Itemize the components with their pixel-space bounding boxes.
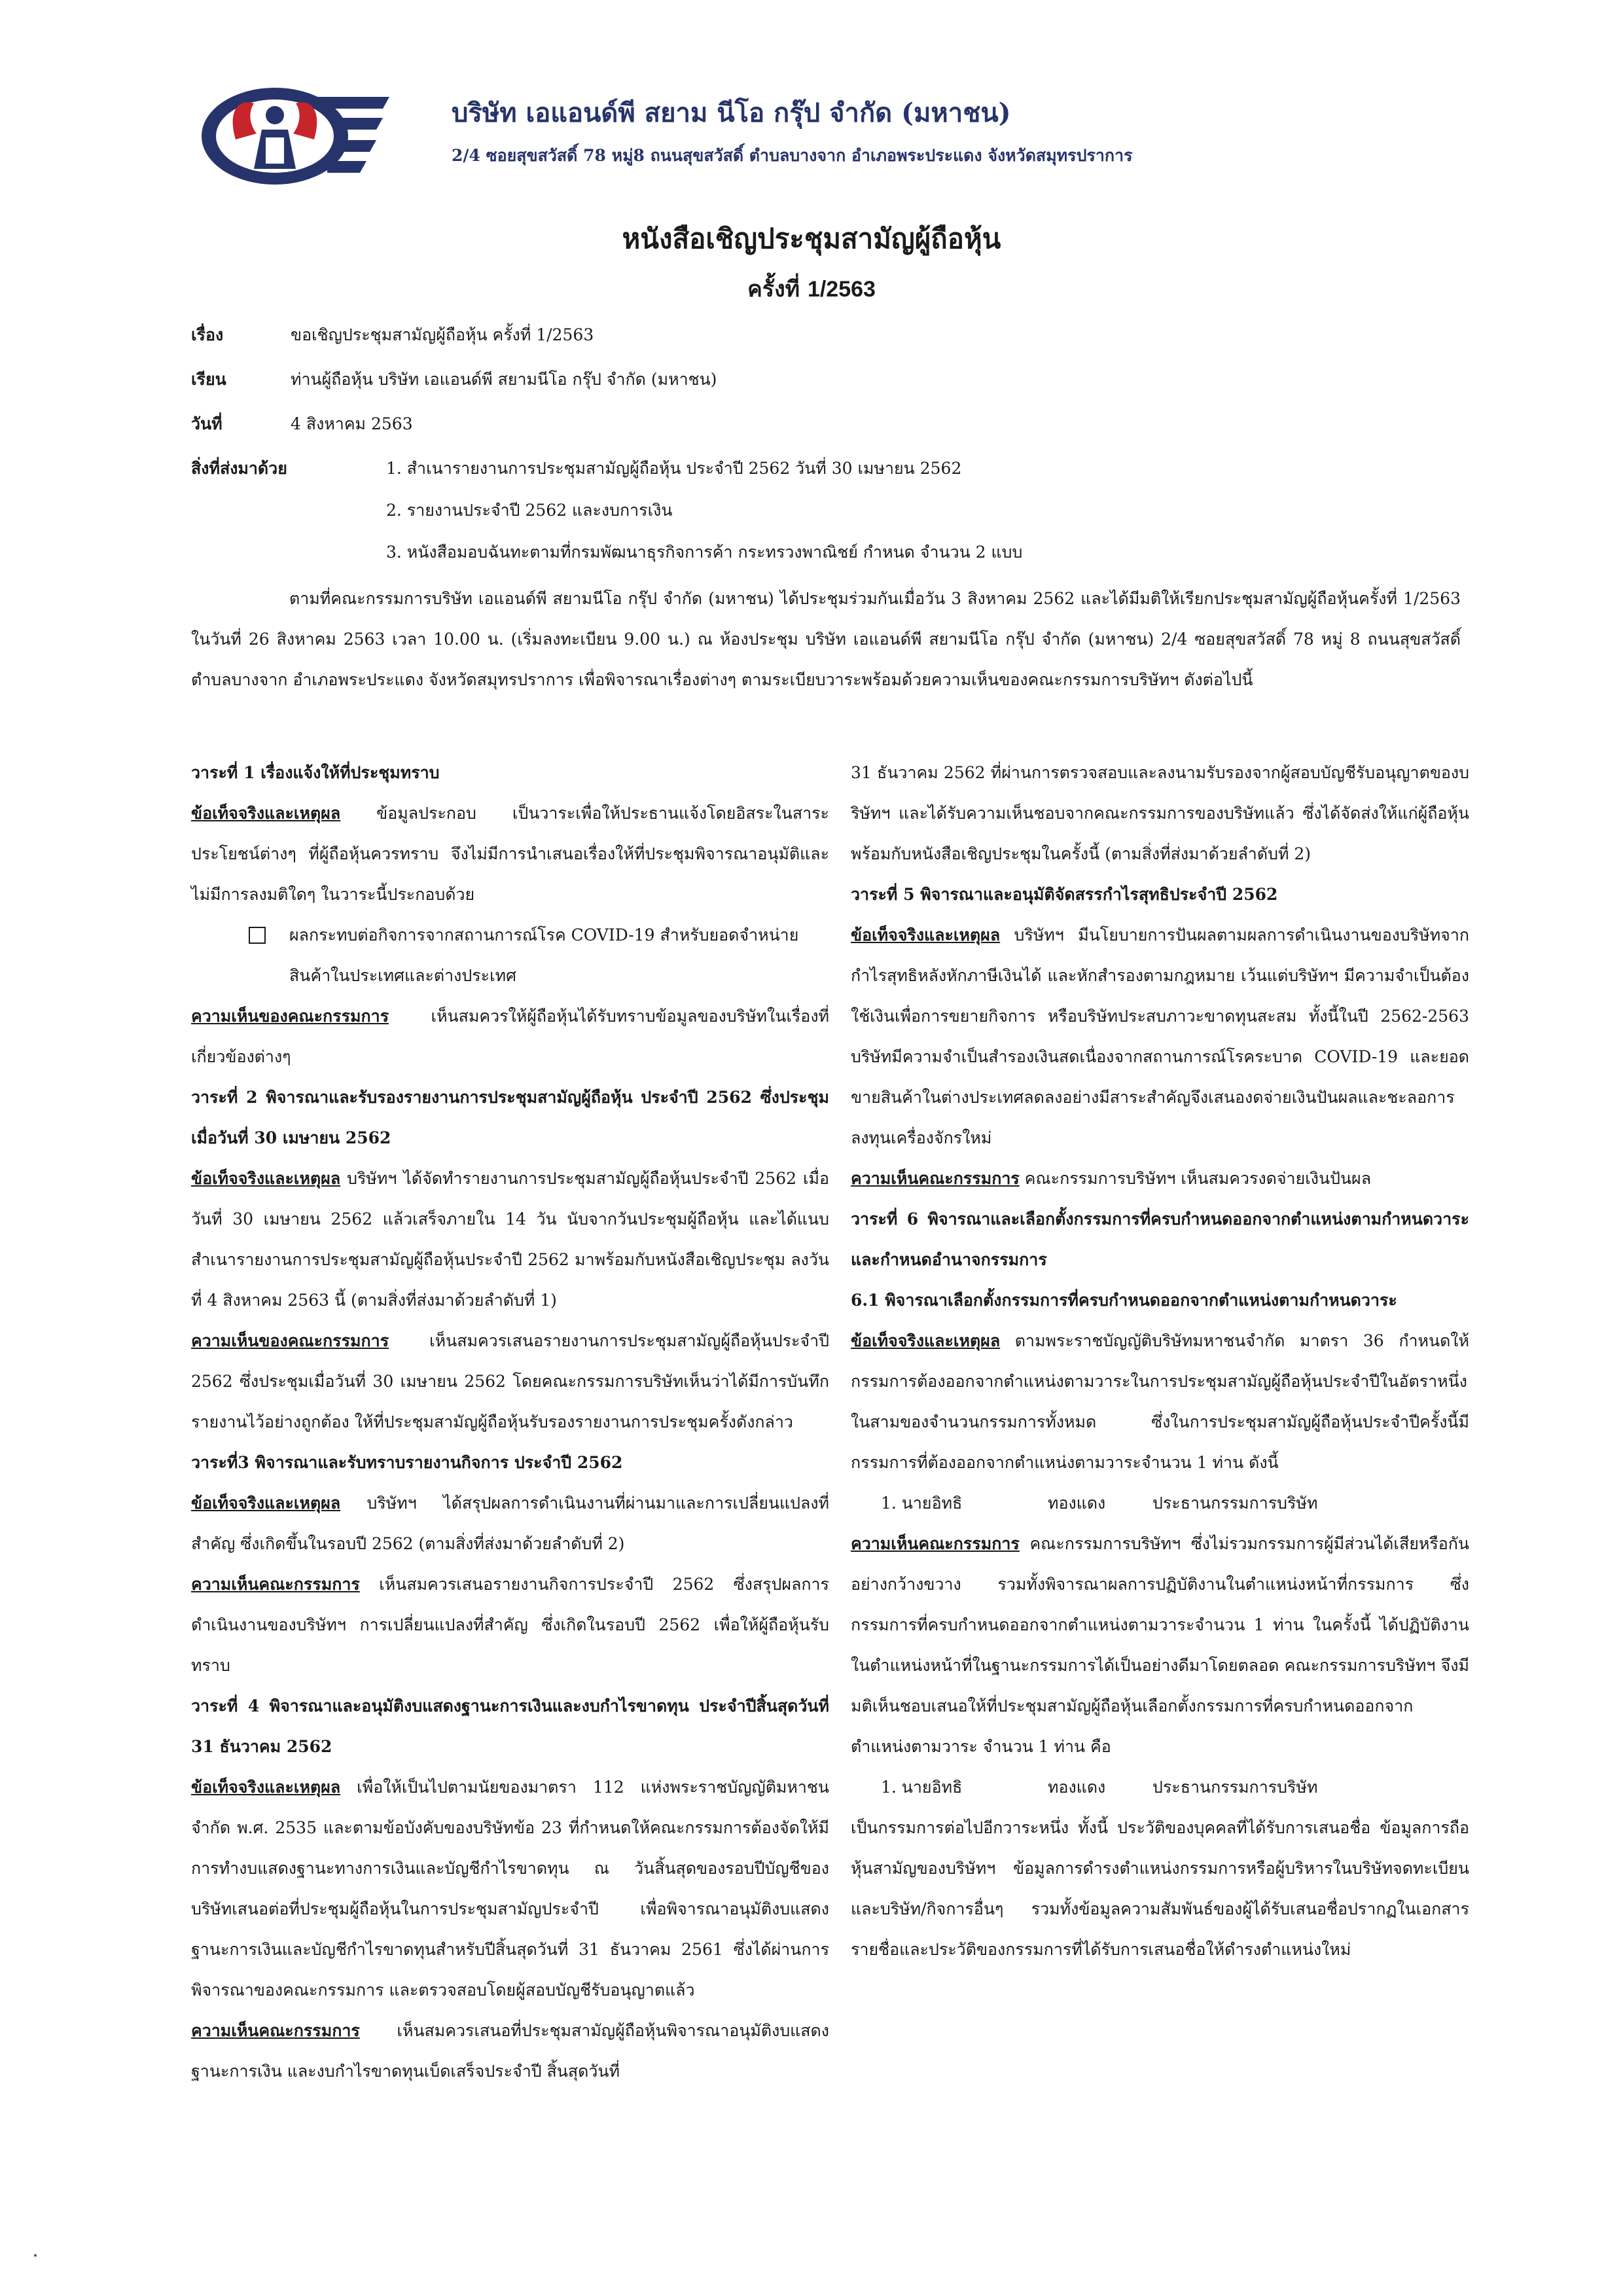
agenda-3-opinion xyxy=(191,1564,829,1686)
scan-mark xyxy=(34,2254,37,2257)
enclosure-item: 2. รายงานประจำปี 2562 และงบการเงิน xyxy=(386,501,673,520)
facts-text: ตามพระราชบัญญัติบริษัทมหาชนจำกัด มาตรา 36 กำหนดให้กรรมการต้องออกจากตำแหน่งตามวาระในการประชุมสามัญผู้ถือหุ้นประจำปีในอัตราหนึ่งในสามของจำนวนกรรมการทั้งหมด ซึ่งในการประชุมสามัญผู้ถือหุ้นประจำปีครั้งนี้มีกรรมการที่ต้องออกจากตำแหน่งตามวาระจำนวน 1 ท่าน ดังนี้ xyxy=(851,1331,1469,1472)
director-entry xyxy=(851,1767,1469,1808)
opinion-text: เห็นสมควรเสนอรายงานการประชุมสามัญผู้ถือหุ้นประจำปี 2562 ซึ่งประชุมเมื่อวันที่ 30 เมษายน 2562 โดยคณะกรรมการบริษัทเห็นว่าได้มีการบันทึกรายงานไว้อย่างถูกต้อง ให้ที่ประชุมสามัญผู้ถือหุ้นรับรองรายงานการประชุมครั้งดังกล่าว xyxy=(191,1331,829,1431)
facts-label: ข้อเท็จจริงและเหตุผล xyxy=(191,1494,341,1513)
opinion-text: คณะกรรมการบริษัทฯ เห็นสมควรงดจ่ายเงินปันผล xyxy=(1019,1169,1372,1188)
left-column xyxy=(191,753,829,2092)
enclosure-item: 3. หนังสือมอบฉันทะตามที่กรมพัฒนาธุรกิจการค้า กระทรวงพาณิชย์ กำหนด จำนวน 2 แบบ xyxy=(386,543,1023,562)
opinion-text: เห็นสมควรเสนอที่ประชุมสามัญผู้ถือหุ้นพิจารณาอนุมัติงบแสดงฐานะการเงิน และงบกำไรขาดทุนเบ็ดเสร็จประจำปี สิ้นสุดวันที่ xyxy=(191,2021,829,2081)
facts-label: ข้อเท็จจริงและเหตุผล xyxy=(191,804,341,823)
director-position: ประธานกรรมการบริษัท xyxy=(1152,1494,1318,1513)
meeting-number: 1/2563 xyxy=(807,277,876,302)
opinion-label: ความเห็นของคณะกรรมการ xyxy=(191,1331,389,1350)
opinion-text: คณะกรรมการบริษัทฯ ซึ่งไม่รวมกรรมการผู้มีส่วนได้เสียหรือกันอย่างกว้างขวาง รวมทั้งพิจารณาผลการปฏิบัติงานในตำแหน่งหน้าที่กรรมการ ซึ่งกรรมการที่ครบกำหนดออกจากตำแหน่งตามวาระจำนวน 1 ท่าน ในครั้งนี้ ได้ปฏิบัติงานในตำแหน่งหน้าที่ในฐานะกรรมการได้เป็นอย่างดีมาโดยตลอด คณะกรรมการบริษัทฯ จึงมีมติเห็นชอบเสนอให้ที่ประชุมสามัญผู้ถือหุ้นเลือกตั้งกรรมการที่ครบกำหนดออกจากตำแหน่งตามวาระ จำนวน 1 ท่าน คือ xyxy=(851,1534,1469,1756)
subject-label: เรื่อง xyxy=(191,325,224,344)
agenda-4-opinion xyxy=(191,2011,829,2092)
director-surname: ทองแดง xyxy=(1048,1778,1106,1797)
right-column xyxy=(851,753,1469,1970)
agenda-1-opinion xyxy=(191,996,829,1077)
director-surname: ทองแดง xyxy=(1048,1494,1106,1513)
recipient-value: ท่านผู้ถือหุ้น บริษัท เอแอนด์พี สยามนีโอ กรุ๊ป จำกัด (มหาชน) xyxy=(291,370,717,389)
agenda-3-title: วาระที่3 พิจารณาและรับทราบรายงานกิจการ ประจำปี 2562 xyxy=(191,1453,623,1472)
agenda-5-facts xyxy=(851,915,1469,1158)
facts-label: ข้อเท็จจริงและเหตุผล xyxy=(191,1778,341,1797)
agenda-4-continued: 31 ธันวาคม 2562 ที่ผ่านการตรวจสอบและลงนามรับรองจากผู้สอบบัญชีรับอนุญาตของบริษัทฯ และได้รับความเห็นชอบจากคณะกรรมการของบริษัทแล้ว ซึ่งได้จัดส่งให้แก่ผู้ถือหุ้นพร้อมกับหนังสือเชิญประชุมในครั้งนี้ (ตามสิ่งที่ส่งมาด้วยลำดับที่ 2) xyxy=(851,763,1469,863)
agenda-1-bullet xyxy=(191,915,829,996)
facts-text: เพื่อให้เป็นไปตามนัยของมาตรา 112 แห่งพระราชบัญญัติมหาชนจำกัด พ.ศ. 2535 และตามข้อบังคับของบริษัทข้อ 23 ที่กำหนดให้คณะกรรมการต้องจัดให้มีการทำงบแสดงฐานะทางการเงินและบัญชีกำไรขาดทุน ณ วันสิ้นสุดของรอบปีบัญชีของบริษัทเสนอต่อที่ประชุมผู้ถือหุ้นในการประชุมสามัญประจำปี เพื่อพิจารณาอนุมัติงบแสดงฐานะการเงินและบัญชีกำไรขาดทุนสำหรับปีสิ้นสุดวันที่ 31 ธันวาคม 2561 ซึ่งได้ผ่านการพิจารณาของคณะกรรมการ และตรวจสอบโดยผู้สอบบัญชีรับอนุญาตแล้ว xyxy=(191,1778,829,2000)
agenda-1-title: วาระที่ 1 เรื่องแจ้งให้ที่ประชุมทราบ xyxy=(191,763,440,782)
opinion-label: ความเห็นคณะกรรมการ xyxy=(851,1534,1020,1553)
opinion-text: เห็นสมควรเสนอรายงานกิจการประจำปี 2562 ซึ่งสรุปผลการดำเนินงานของบริษัทฯ การเปลี่ยนแปลงที่สำคัญ ซึ่งเกิดในรอบปี 2562 เพื่อให้ผู้ถือหุ้นรับทราบ xyxy=(191,1575,829,1675)
director-name: 1. นายอิทธิ xyxy=(881,1778,963,1797)
company-address: 2/4 ซอยสุขสวัสดิ์ 78 หมู่8 ถนนสุขสวัสดิ์ ตำบลบางจาก อำเภอพระประแดง จังหวัดสมุทรปราการ xyxy=(452,146,1133,165)
intro-text: ตามที่คณะกรรมการบริษัท เอแอนด์พี สยามนีโอ กรุ๊ป จำกัด (มหาชน) ได้ประชุมร่วมกันเมื่อวัน 3 สิงหาคม 2562 และได้มีมติให้เรียกประชุมสามัญผู้ถือหุ้นครั้งที่ 1/2563 ในวันที่ 26 สิงหาคม 2563 เวลา 10.00 น. (เริ่มลงทะเบียน 9.00 น.) ณ ห้องประชุม บริษัท เอแอนด์พี สยามนีโอ กรุ๊ป จำกัด (มหาชน) 2/4 ซอยสุขสวัสดิ์ 78 หมู่ 8 ถนนสุขสวัสดิ์ ตำบลบางจาก อำเภอพระประแดง จังหวัดสมุทรปราการ เพื่อพิจารณาเรื่องต่างๆ ตามระเบียบวาระพร้อมด้วยความเห็นของคณะกรรมการบริษัทฯ ดังต่อไปนี้ xyxy=(191,589,1461,689)
enclosure-item: 1. สำเนารายงานการประชุมสามัญผู้ถือหุ้น ประจำปี 2562 วันที่ 30 เมษายน 2562 xyxy=(386,459,962,478)
date-value: 4 สิงหาคม 2563 xyxy=(291,414,413,433)
checkbox-icon xyxy=(249,927,266,944)
bullet-text: ผลกระทบต่อกิจการจากสถานการณ์โรค COVID-19 สำหรับยอดจำหน่ายสินค้าในประเทศและต่างประเทศ xyxy=(289,925,799,985)
agenda-6-1-facts xyxy=(851,1321,1469,1483)
agenda-2-opinion xyxy=(191,1321,829,1443)
company-logo-icon xyxy=(196,77,393,195)
agenda-2-facts xyxy=(191,1158,829,1321)
closing-paragraph: เป็นกรรมการต่อไปอีกวาระหนึ่ง ทั้งนี้ ประวัติของบุคคลที่ได้รับการเสนอชื่อ ข้อมูลการถือหุ้นสามัญของบริษัทฯ ข้อมูลการดำรงตำแหน่งกรรมการหรือผู้บริหารในบริษัทจดทะเบียนและบริษัท/กิจการอื่นๆ รวมทั้งข้อมูลความสัมพันธ์ของผู้ได้รับเสนอชื่อปรากฏในเอกสารรายชื่อและประวัติของกรรมการที่ได้รับการเสนอชื่อให้ดำรงตำแหน่งใหม่ xyxy=(851,1818,1469,1959)
opinion-label: ความเห็นของคณะกรรมการ xyxy=(191,1007,389,1026)
agenda-3-facts xyxy=(191,1483,829,1564)
agenda-4-title: วาระที่ 4 พิจารณาและอนุมัติงบแสดงฐานะการเงินและงบกำไรขาดทุน ประจำปีสิ้นสุดวันที่ 31 ธันวาคม 2562 xyxy=(191,1696,829,1756)
opinion-label: ความเห็นคณะกรรมการ xyxy=(191,1575,360,1594)
agenda-2-title: วาระที่ 2 พิจารณาและรับรองรายงานการประชุมสามัญผู้ถือหุ้น ประจำปี 2562 ซึ่งประชุมเมื่อวันที่ 30 เมษายน 2562 xyxy=(191,1088,829,1147)
opinion-label: ความเห็นคณะกรรมการ xyxy=(851,1169,1020,1188)
director-position: ประธานกรรมการบริษัท xyxy=(1152,1778,1318,1797)
subtitle-label: ครั้งที่ xyxy=(747,276,800,302)
agenda-6-1-opinion xyxy=(851,1524,1469,1767)
agenda-1-facts xyxy=(191,793,829,915)
document-title: หนังสือเชิญประชุมสามัญผู้ถือหุ้น xyxy=(622,223,1001,255)
recipient-label: เรียน xyxy=(191,370,226,389)
facts-text: บริษัทฯ มีนโยบายการปันผลตามผลการดำเนินงานของบริษัทจากกำไรสุทธิหลังหักภาษีเงินได้ และหักสำรองตามกฎหมาย เว้นแต่บริษัทฯ มีความจำเป็นต้องใช้เงินเพื่อการขยายกิจการ หรือบริษัทประสบภาวะขาดทุนสะสม ทั้งนี้ในปี 2562-2563 บริษัทมีความจำเป็นสำรองเงินสดเนื่องจากสถานการณ์โรคระบาด COVID-19 และยอดขายสินค้าในต่างประเทศลดลงอย่างมีสาระสำคัญจึงเสนองดจ่ายเงินปันผลและชะลอการลงทุนเครื่องจักรใหม่ xyxy=(851,925,1469,1147)
agenda-5-opinion xyxy=(851,1158,1469,1199)
intro-paragraph xyxy=(191,579,1461,700)
subject-value: ขอเชิญประชุมสามัญผู้ถือหุ้น ครั้งที่ 1/2563 xyxy=(291,325,594,344)
date-label: วันที่ xyxy=(191,414,223,433)
document-subtitle xyxy=(0,271,1623,306)
facts-label: ข้อเท็จจริงและเหตุผล xyxy=(851,1331,1001,1350)
agenda-6-title: วาระที่ 6 พิจารณาและเลือกตั้งกรรมการที่ครบกำหนดออกจากตำแหน่งตามกำหนดวาระ และกำหนดอำนาจกรรมการ xyxy=(851,1210,1469,1269)
director-entry xyxy=(851,1483,1469,1524)
company-name: บริษัท เอแอนด์พี สยาม นีโอ กรุ๊ป จำกัด (มหาชน) xyxy=(452,98,1011,128)
facts-text: ข้อมูลประกอบ เป็นวาระเพื่อให้ประธานแจ้งโดยอิสระในสาระประโยชน์ต่างๆ ที่ผู้ถือหุ้นควรทราบ จึงไม่มีการนำเสนอเรื่องให้ที่ประชุมพิจารณาอนุมัติและไม่มีการลงมติใดๆ ในวาระนี้ประกอบด้วย xyxy=(191,804,829,904)
agenda-6-1-title: 6.1 พิจารณาเลือกตั้งกรรมการที่ครบกำหนดออกจากตำแหน่งตามกำหนดวาระ xyxy=(851,1291,1397,1310)
facts-text: บริษัทฯ ได้สรุปผลการดำเนินงานที่ผ่านมาและการเปลี่ยนแปลงที่สำคัญ ซึ่งเกิดขึ้นในรอบปี 2562 (ตามสิ่งที่ส่งมาด้วยลำดับที่ 2) xyxy=(191,1494,829,1553)
facts-label: ข้อเท็จจริงและเหตุผล xyxy=(191,1169,341,1188)
opinion-text: เห็นสมควรให้ผู้ถือหุ้นได้รับทราบข้อมูลของบริษัทในเรื่องที่เกี่ยวข้องต่างๆ xyxy=(191,1007,829,1066)
facts-text: บริษัทฯ ได้จัดทำรายงานการประชุมสามัญผู้ถือหุ้นประจำปี 2562 เมื่อวันที่ 30 เมษายน 2562 แล้วเสร็จภายใน 14 วัน นับจากวันประชุมผู้ถือหุ้น และได้แนบสำเนารายงานการประชุมสามัญผู้ถือหุ้นประจำปี 2562 มาพร้อมกับหนังสือเชิญประชุม ลงวันที่ 4 สิงหาคม 2563 นี้ (ตามสิ่งที่ส่งมาด้วยลำดับที่ 1) xyxy=(191,1169,829,1310)
agenda-4-facts xyxy=(191,1767,829,2011)
director-name: 1. นายอิทธิ xyxy=(881,1494,963,1513)
enclosures-label: สิ่งที่ส่งมาด้วย xyxy=(191,459,287,478)
facts-label: ข้อเท็จจริงและเหตุผล xyxy=(851,925,1001,944)
agenda-5-title: วาระที่ 5 พิจารณาและอนุมัติจัดสรรกำไรสุทธิประจำปี 2562 xyxy=(851,885,1278,904)
opinion-label: ความเห็นคณะกรรมการ xyxy=(191,2021,360,2040)
